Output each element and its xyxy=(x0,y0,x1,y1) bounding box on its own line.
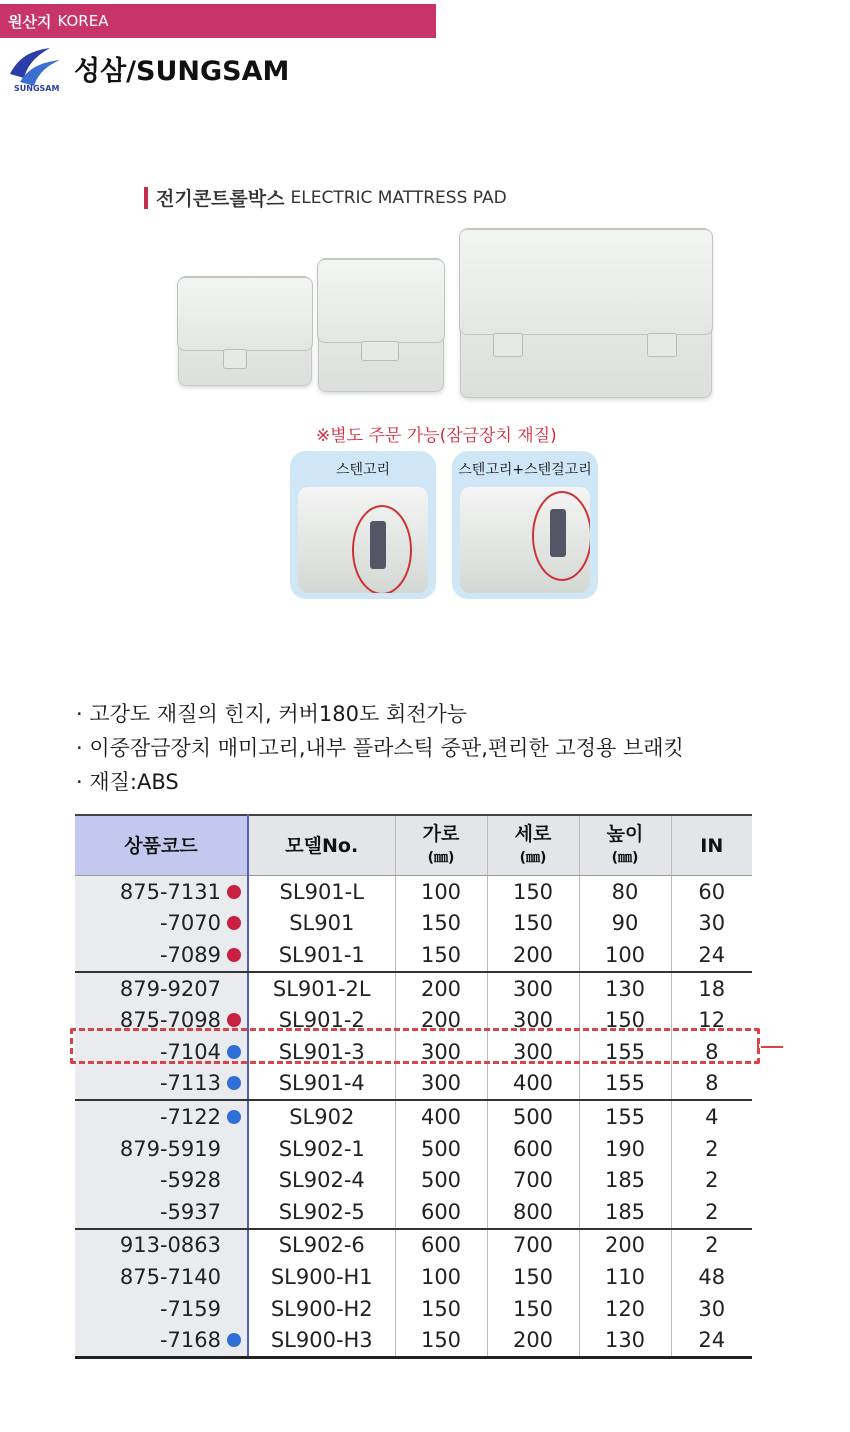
width-cell: 600 xyxy=(395,1196,487,1229)
title-marker xyxy=(144,187,148,209)
feature-item: · 고강도 재질의 힌지, 커버180도 회전가능 xyxy=(76,702,468,726)
table-row xyxy=(75,939,752,972)
in-cell: 48 xyxy=(671,1261,752,1293)
depth-cell: 300 xyxy=(487,972,579,1005)
height-cell: 155 xyxy=(579,1100,671,1133)
depth-cell: 200 xyxy=(487,1324,579,1357)
in-cell: 2 xyxy=(671,1164,752,1196)
model-cell: SL900-H3 xyxy=(248,1324,395,1357)
table-row xyxy=(75,1229,752,1262)
stock-status-dot xyxy=(227,1333,241,1347)
product-code-cell: -5937 xyxy=(75,1196,248,1229)
large-box-image xyxy=(460,228,712,398)
title-en: ELECTRIC MATTRESS PAD xyxy=(290,187,507,208)
in-cell: 60 xyxy=(671,876,752,908)
depth-cell: 150 xyxy=(487,876,579,908)
product-code-cell: -7122 xyxy=(75,1100,248,1133)
in-cell: 24 xyxy=(671,939,752,972)
width-cell: 400 xyxy=(395,1100,487,1133)
product-code-cell: -7159 xyxy=(75,1293,248,1325)
product-code-cell: 875-7131 xyxy=(75,876,248,908)
medium-box-image xyxy=(318,258,444,392)
product-code-cell: -7070 xyxy=(75,908,248,940)
stock-status-dot xyxy=(227,1076,241,1090)
height-cell: 130 xyxy=(579,972,671,1005)
in-cell: 4 xyxy=(671,1100,752,1133)
in-cell: 12 xyxy=(671,1004,752,1036)
model-cell: SL901-4 xyxy=(248,1068,395,1101)
width-cell: 300 xyxy=(395,1068,487,1101)
stock-status-dot xyxy=(227,948,241,962)
stock-status-dot xyxy=(227,885,241,899)
origin-banner xyxy=(0,4,436,38)
height-cell: 100 xyxy=(579,939,671,972)
depth-cell: 400 xyxy=(487,1068,579,1101)
depth-cell: 150 xyxy=(487,908,579,940)
width-cell: 150 xyxy=(395,1324,487,1357)
width-cell: 150 xyxy=(395,939,487,972)
width-cell: 300 xyxy=(395,1036,487,1068)
table-row xyxy=(75,1196,752,1229)
model-cell: SL902-5 xyxy=(248,1196,395,1229)
table-row xyxy=(75,1293,752,1325)
title-ko: 전기콘트롤박스 xyxy=(156,188,285,210)
width-cell: 200 xyxy=(395,972,487,1005)
in-cell: 30 xyxy=(671,1293,752,1325)
height-cell: 155 xyxy=(579,1036,671,1068)
model-cell: SL902 xyxy=(248,1100,395,1133)
model-cell: SL901-1 xyxy=(248,939,395,972)
in-cell: 8 xyxy=(671,1036,752,1068)
stock-status-dot xyxy=(227,1110,241,1124)
height-cell: 90 xyxy=(579,908,671,940)
latch-hook-photo xyxy=(460,487,590,593)
in-cell: 2 xyxy=(671,1196,752,1229)
header-depth: 세로 (㎜) xyxy=(487,815,579,876)
table-header-row xyxy=(75,815,752,876)
product-code-cell: 879-5919 xyxy=(75,1133,248,1165)
width-cell: 200 xyxy=(395,1004,487,1036)
table-row xyxy=(75,1100,752,1133)
height-cell: 110 xyxy=(579,1261,671,1293)
optional-order-note: ※별도 주문 가능(잠금장치 재질) xyxy=(316,426,557,446)
in-cell: 2 xyxy=(671,1229,752,1262)
depth-cell: 500 xyxy=(487,1100,579,1133)
stock-status-dot xyxy=(227,1013,241,1027)
depth-cell: 700 xyxy=(487,1229,579,1262)
height-cell: 185 xyxy=(579,1196,671,1229)
spec-table xyxy=(75,814,752,1359)
width-cell: 100 xyxy=(395,1261,487,1293)
model-cell: SL900-H2 xyxy=(248,1293,395,1325)
model-cell: SL901-2 xyxy=(248,1004,395,1036)
feature-list xyxy=(76,697,684,799)
highlighted-row-marker xyxy=(70,1028,760,1064)
product-code-cell: 879-9207 xyxy=(75,972,248,1005)
model-cell: SL901-L xyxy=(248,876,395,908)
in-cell: 30 xyxy=(671,908,752,940)
height-cell: 120 xyxy=(579,1293,671,1325)
depth-cell: 300 xyxy=(487,1036,579,1068)
in-cell: 24 xyxy=(671,1324,752,1357)
width-cell: 150 xyxy=(395,1293,487,1325)
height-cell: 185 xyxy=(579,1164,671,1196)
option-label: 스텐고리 xyxy=(335,462,391,478)
header-in: IN xyxy=(671,815,752,876)
depth-cell: 300 xyxy=(487,1004,579,1036)
sungsam-logo xyxy=(6,44,64,92)
highlight-pointer xyxy=(761,1046,783,1048)
table-row xyxy=(75,972,752,1005)
table-row xyxy=(75,908,752,940)
model-cell: SL901-2L xyxy=(248,972,395,1005)
brand-header xyxy=(6,44,289,92)
origin-label: 원산지 xyxy=(8,12,52,31)
product-code-cell: -7089 xyxy=(75,939,248,972)
width-cell: 500 xyxy=(395,1164,487,1196)
model-cell: SL902-4 xyxy=(248,1164,395,1196)
table-row xyxy=(75,1324,752,1357)
product-code-cell: -5928 xyxy=(75,1164,248,1196)
feature-item: · 재질:ABS xyxy=(76,770,179,794)
table-row xyxy=(75,1261,752,1293)
width-cell: 500 xyxy=(395,1133,487,1165)
product-code-cell: -7104 xyxy=(75,1036,248,1068)
height-cell: 190 xyxy=(579,1133,671,1165)
header-width: 가로 (㎜) xyxy=(395,815,487,876)
table-row xyxy=(75,1133,752,1165)
highlight-tick xyxy=(757,1040,759,1052)
section-title xyxy=(144,184,507,211)
depth-cell: 800 xyxy=(487,1196,579,1229)
latch-photo xyxy=(298,487,428,593)
logo-text: SUNGSAM xyxy=(14,84,60,92)
model-cell: SL901-3 xyxy=(248,1036,395,1068)
product-code-cell: 913-0863 xyxy=(75,1229,248,1262)
product-code-cell: -7168 xyxy=(75,1324,248,1357)
depth-cell: 200 xyxy=(487,939,579,972)
option-card-stainless-latch xyxy=(290,451,436,599)
model-cell: SL900-H1 xyxy=(248,1261,395,1293)
height-cell: 150 xyxy=(579,1004,671,1036)
header-height: 높이 (㎜) xyxy=(579,815,671,876)
brand-name: 성삼/SUNGSAM xyxy=(74,55,290,87)
depth-cell: 150 xyxy=(487,1293,579,1325)
height-cell: 130 xyxy=(579,1324,671,1357)
table-row xyxy=(75,876,752,908)
table-row xyxy=(75,1164,752,1196)
in-cell: 18 xyxy=(671,972,752,1005)
width-cell: 100 xyxy=(395,876,487,908)
product-code-cell: 875-7098 xyxy=(75,1004,248,1036)
model-cell: SL902-6 xyxy=(248,1229,395,1262)
depth-cell: 600 xyxy=(487,1133,579,1165)
model-cell: SL901 xyxy=(248,908,395,940)
feature-item: · 이중잠금장치 매미고리,내부 플라스틱 중판,편리한 고정용 브래킷 xyxy=(76,736,684,760)
in-cell: 8 xyxy=(671,1068,752,1101)
small-box-image xyxy=(178,276,312,386)
option-card-stainless-latch-hook xyxy=(452,451,598,599)
stock-status-dot xyxy=(227,916,241,930)
table-row xyxy=(75,1068,752,1101)
depth-cell: 700 xyxy=(487,1164,579,1196)
product-code-cell: -7113 xyxy=(75,1068,248,1101)
header-product-code: 상품코드 xyxy=(75,815,248,876)
origin-value: KOREA xyxy=(57,12,109,30)
product-code-cell: 875-7140 xyxy=(75,1261,248,1293)
option-label: 스텐고리+스텐걸고리 xyxy=(458,462,592,478)
height-cell: 155 xyxy=(579,1068,671,1101)
width-cell: 600 xyxy=(395,1229,487,1262)
header-model-no: 모델No. xyxy=(248,815,395,876)
in-cell: 2 xyxy=(671,1133,752,1165)
model-cell: SL902-1 xyxy=(248,1133,395,1165)
height-cell: 80 xyxy=(579,876,671,908)
height-cell: 200 xyxy=(579,1229,671,1262)
width-cell: 150 xyxy=(395,908,487,940)
depth-cell: 150 xyxy=(487,1261,579,1293)
